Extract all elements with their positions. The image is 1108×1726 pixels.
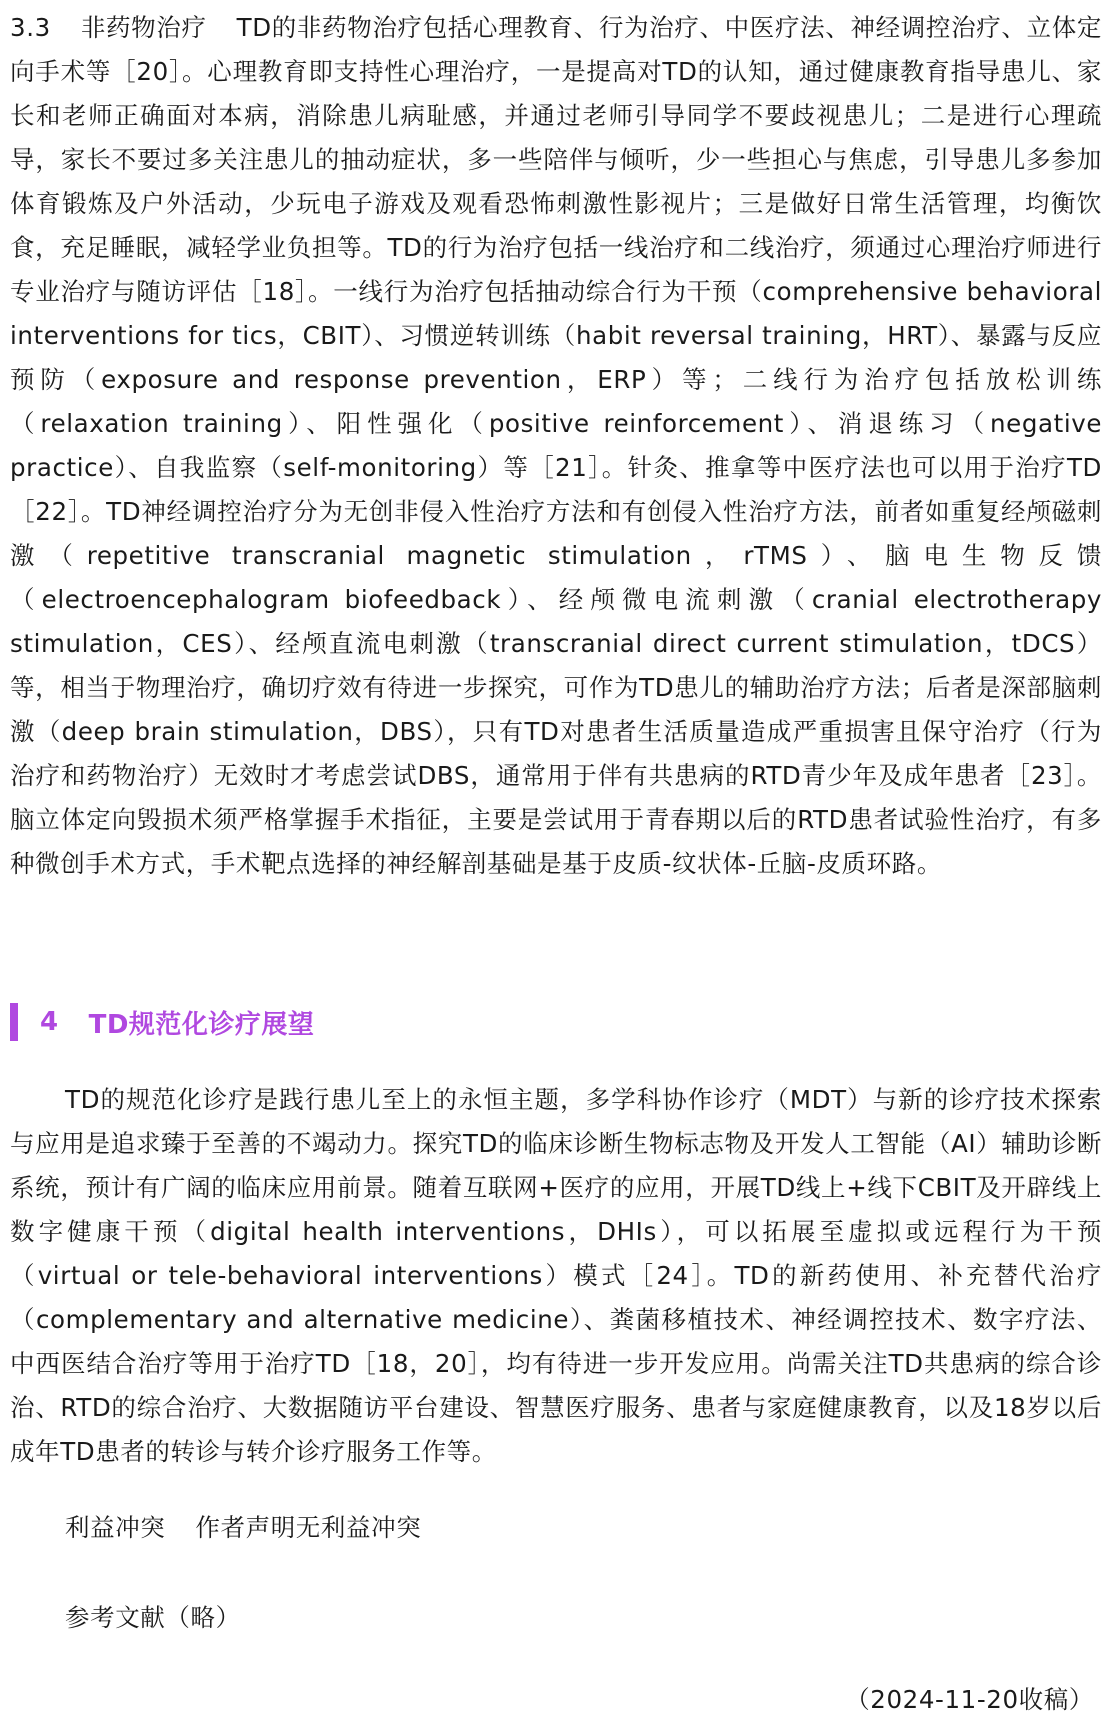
conflict-of-interest-label: 利益冲突 <box>65 1513 166 1542</box>
section-4-heading <box>10 1002 314 1042</box>
section-3-3-body: TD的非药物治疗包括心理教育、行为治疗、中医疗法、神经调控治疗、立体定向手术等［20］。心理教育即支持性心理治疗，一是提高对TD的认知，通过健康教育指导患儿、家长和老师正确面对本病，消除患儿病耻感，并通过老师引导同学不要歧视患儿；二是进行心理疏导，家长不要过多关注患儿的抽动症状，多一些陪伴与倾听，少一些担心与焦虑，引导患儿多参加体育锻炼及户外活动，少玩电子游戏及观看恐怖刺激性影视片；三是做好日常生活管理，均衡饮食，充足睡眠，减轻学业负担等。TD的行为治疗包括一线治疗和二线治疗，须通过心理治疗师进行专业治疗与随访评估［18］。一线行为治疗包括抽动综合行为干预（comprehensive behavioral interventions for tics，CBIT）、习惯逆转训练（habit reversal training，HRT）、暴露与反应预防（exposure and response prevention，ERP）等；二线行为治疗包括放松训练（relaxation training）、阳性强化（positive reinforcement）、消退练习（negative practice）、自我监察（self-monitoring）等［21］。针灸、推拿等中医疗法也可以用于治疗TD［22］。TD神经调控治疗分为无创非侵入性治疗方法和有创侵入性治疗方法，前者如重复经颅磁刺激（repetitive transcranial magnetic stimulation，rTMS）、脑电生物反馈（electroencephalogram biofeedback）、经颅微电流刺激（cranial electrotherapy stimulation，CES）、经颅直流电刺激（transcranial direct current stimulation，tDCS）等，相当于物理治疗，确切疗效有待进一步探究，可作为TD患儿的辅助治疗方法；后者是深部脑刺激（deep brain stimulation，DBS），只有TD对患者生活质量造成严重损害且保守治疗（行为治疗和药物治疗）无效时才考虑尝试DBS，通常用于伴有共患病的RTD青少年及成年患者［23］。脑立体定向毁损术须严格掌握手术指征，主要是尝试用于青春期以后的RTD患者试验性治疗，有多种微创手术方式，手术靶点选择的神经解剖基础是基于皮质-纹状体-丘脑-皮质环路。 <box>10 13 1103 878</box>
conflict-of-interest <box>65 1506 421 1550</box>
received-date: （2024-11-20收稿） <box>845 1685 1094 1714</box>
section-3-3-paragraph <box>10 6 1102 886</box>
section-4-number: 4 <box>40 1007 59 1037</box>
section-3-3-title: 非药物治疗 <box>80 13 207 42</box>
section-3-3-number: 3.3 <box>10 13 51 42</box>
section-4-paragraph: TD的规范化诊疗是践行患儿至上的永恒主题，多学科协作诊疗（MDT）与新的诊疗技术探索与应用是追求臻于至善的不竭动力。探究TD的临床诊断生物标志物及开发人工智能（AI）辅助诊断系统，预计有广阔的临床应用前景。随着互联网+医疗的应用，开展TD线上+线下CBIT及开辟线上数字健康干预（digital health interventions，DHIs），可以拓展至虚拟或远程行为干预（virtual or tele-behavioral interventions）模式［24］。TD的新药使用、补充替代治疗（complementary and alternative medicine）、粪菌移植技术、神经调控技术、数字疗法、中西医结合治疗等用于治疗TD［18，20］，均有待进一步开发应用。尚需关注TD共患病的综合诊治、RTD的综合治疗、大数据随访平台建设、智慧医疗服务、患者与家庭健康教育，以及18岁以后成年TD患者的转诊与转介诊疗服务工作等。 <box>10 1085 1102 1466</box>
references-note: 参考文献（略） <box>65 1603 241 1632</box>
conflict-of-interest-text: 作者声明无利益冲突 <box>195 1513 422 1542</box>
section-accent-bar <box>10 1003 18 1041</box>
section-4-title: TD规范化诊疗展望 <box>88 1009 315 1040</box>
